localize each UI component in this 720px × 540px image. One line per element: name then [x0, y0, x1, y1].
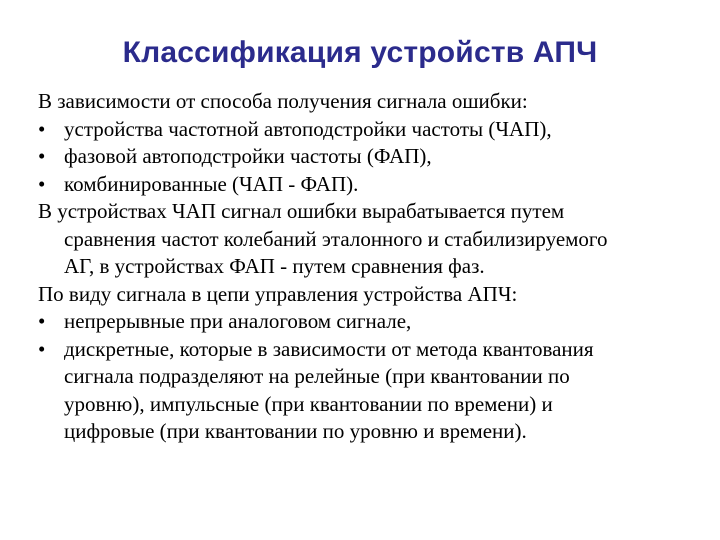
intro-line: По виду сигнала в цепи управления устройства АПЧ: [38, 281, 518, 306]
slide-title: Классификация устройств АПЧ [122, 36, 598, 69]
bullet-continuation: цифровые (при квантовании по уровню и времени). [64, 419, 527, 443]
bullet-item [38, 171, 708, 199]
bullet-item [38, 143, 708, 171]
bullet-continuation: сигнала подразделяют на релейные (при квантовании по [64, 364, 570, 388]
intro-line: В зависимости от способа получения сигнала ошибки: [38, 89, 528, 113]
bullet-item [38, 116, 708, 144]
bullet-icon: • [38, 309, 46, 333]
bullet-text: фазовой автоподстройки частоты (ФАП), [64, 144, 432, 168]
bullet-text: дискретные, которые в зависимости от метода квантования [64, 336, 594, 361]
bullet-icon: • [38, 171, 46, 196]
bullet-item [38, 336, 708, 364]
bullet-icon: • [38, 116, 46, 141]
slide-body [38, 88, 708, 446]
paragraph-line: В устройствах ЧАП сигнал ошибки вырабатывается путем [38, 199, 565, 223]
paragraph-line: сравнения частот колебаний эталонного и стабилизируемого [64, 226, 608, 251]
bullet-text: комбинированные (ЧАП - ФАП). [64, 171, 359, 196]
bullet-continuation: уровню), импульсные (при квантовании по времени) и [64, 391, 553, 416]
bullet-text: устройства частотной автоподстройки частоты (ЧАП), [64, 116, 552, 141]
bullet-icon: • [38, 336, 46, 361]
bullet-text: непрерывные при аналоговом сигнале, [64, 309, 412, 333]
bullet-item [38, 308, 708, 336]
bullet-icon: • [38, 144, 46, 168]
paragraph-line: АГ, в устройствах ФАП - путем сравнения фаз. [64, 254, 485, 278]
